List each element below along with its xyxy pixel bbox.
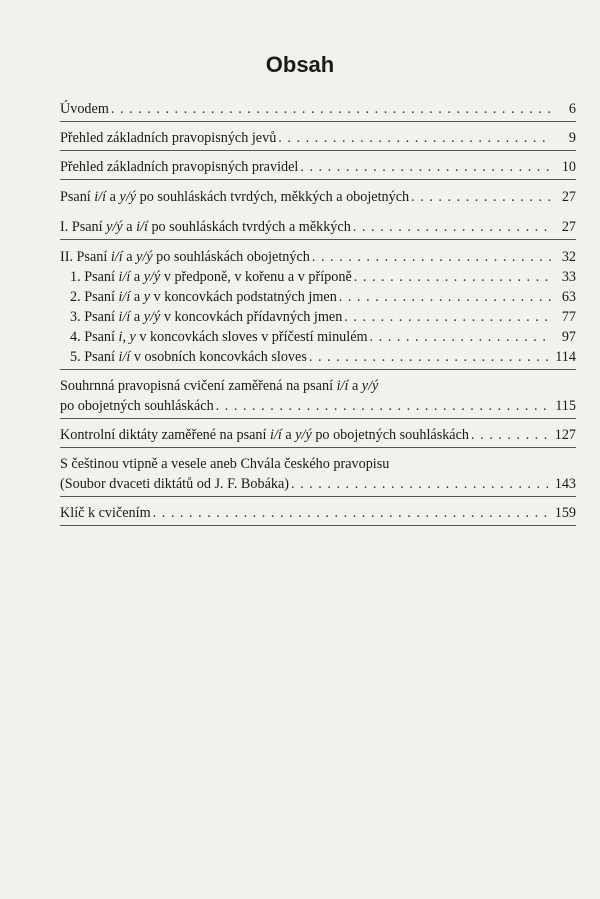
toc-entry-label: 1. Psaní i/í a y/ý v předponě, v kořenu a v příponě (70, 269, 352, 285)
toc-page-number: 159 (554, 505, 576, 521)
toc-entry-sub-2[interactable] (70, 288, 576, 306)
toc-entry-part-1[interactable] (60, 218, 576, 236)
toc-entry-label: I. Psaní y/ý a i/í po souhláskách tvrdých a měkkých (60, 219, 351, 235)
toc-entry-label: Přehled základních pravopisných jevů (60, 130, 277, 146)
dot-leader (111, 100, 552, 118)
toc-page-number: 9 (568, 130, 576, 146)
toc-entry-label: 4. Psaní i, y v koncovkách sloves v příčestí minulém (70, 329, 368, 345)
toc-page-number: 63 (561, 289, 576, 305)
toc-entry-s-cestinou[interactable] (60, 475, 576, 493)
toc-entry-label: 3. Psaní i/í a y/ý v koncovkách přídavných jmen (70, 309, 343, 325)
toc-page-number: 6 (568, 101, 576, 117)
divider (60, 179, 576, 180)
dot-leader (411, 188, 552, 206)
toc-entry-kontrolni-diktaty[interactable] (60, 426, 576, 444)
toc-entry-label: po obojetných souhláskách (60, 398, 214, 414)
dot-leader (370, 328, 552, 346)
toc-entry-sub-4[interactable] (70, 328, 576, 346)
divider (60, 447, 576, 448)
toc-page-number: 114 (555, 349, 576, 365)
toc-entry-prehled-pravidel[interactable] (60, 158, 576, 176)
divider (60, 150, 576, 151)
dot-leader (300, 158, 552, 176)
toc-entry-label: Úvodem (60, 101, 109, 117)
toc-entry-part-2[interactable] (60, 248, 576, 266)
toc-entry-label: Přehled základních pravopisných pravidel (60, 159, 299, 175)
toc-page-number: 127 (554, 427, 576, 443)
dot-leader (354, 268, 552, 286)
toc-page-number: 27 (561, 219, 576, 235)
toc-page-number: 143 (554, 476, 576, 492)
dot-leader (339, 288, 552, 306)
divider (60, 369, 576, 370)
toc-entry-label: 5. Psaní i/í v osobních koncovkách sloves (70, 349, 307, 365)
toc-entry-label: II. Psaní i/í a y/ý po souhláskách obojetných (60, 249, 310, 265)
dot-leader (278, 129, 552, 147)
toc-entry-prehled-jevu[interactable] (60, 129, 576, 147)
divider (60, 239, 576, 240)
toc-entry-label: Kontrolní diktáty zaměřené na psaní i/í a y/ý po obojetných souhláskách (60, 427, 469, 443)
toc-entry-label: (Soubor dvaceti diktátů od J. F. Bobáka) (60, 476, 289, 492)
toc-page-number: 77 (561, 309, 576, 325)
toc-entry-sub-1[interactable] (70, 268, 576, 286)
toc-entry-label: 2. Psaní i/í a y v koncovkách podstatných jmen (70, 289, 337, 305)
dot-leader (344, 308, 552, 326)
toc-page-number: 33 (561, 269, 576, 285)
toc-entry-sub-3[interactable] (70, 308, 576, 326)
dot-leader (309, 348, 552, 366)
toc-entry-psani-i-y[interactable] (60, 188, 576, 206)
toc-page-number: 32 (561, 249, 576, 265)
toc-page-number: 10 (561, 159, 576, 175)
dot-leader (291, 475, 552, 493)
page-title: Obsah (265, 52, 335, 77)
toc-entry-label: Psaní i/í a y/ý po souhláskách tvrdých, měkkých a obojetných (60, 189, 410, 205)
dot-leader (471, 426, 552, 444)
divider (60, 496, 576, 497)
divider (60, 418, 576, 419)
dot-leader (353, 218, 552, 236)
toc-entry-sub-5[interactable] (70, 348, 576, 366)
toc-entry-souhrnna-cviceni[interactable] (60, 397, 576, 415)
divider (60, 121, 576, 122)
toc-entry-label-line1: S češtinou vtipně a vesele aneb Chvála českého pravopisu (60, 456, 390, 472)
toc-page-number: 97 (561, 329, 576, 345)
dot-leader (153, 504, 552, 522)
dot-leader (216, 397, 552, 415)
toc-page-number: 115 (555, 398, 576, 414)
toc-entry-klic[interactable] (60, 504, 576, 522)
toc-page-number: 27 (561, 189, 576, 205)
divider (60, 525, 576, 526)
dot-leader (312, 248, 552, 266)
toc-entry-label-line1: Souhrnná pravopisná cvičení zaměřená na psaní i/í a y/ý (60, 378, 379, 394)
toc-entry-uvodem[interactable] (60, 100, 576, 118)
toc-entry-label: Klíč k cvičením (60, 505, 151, 521)
